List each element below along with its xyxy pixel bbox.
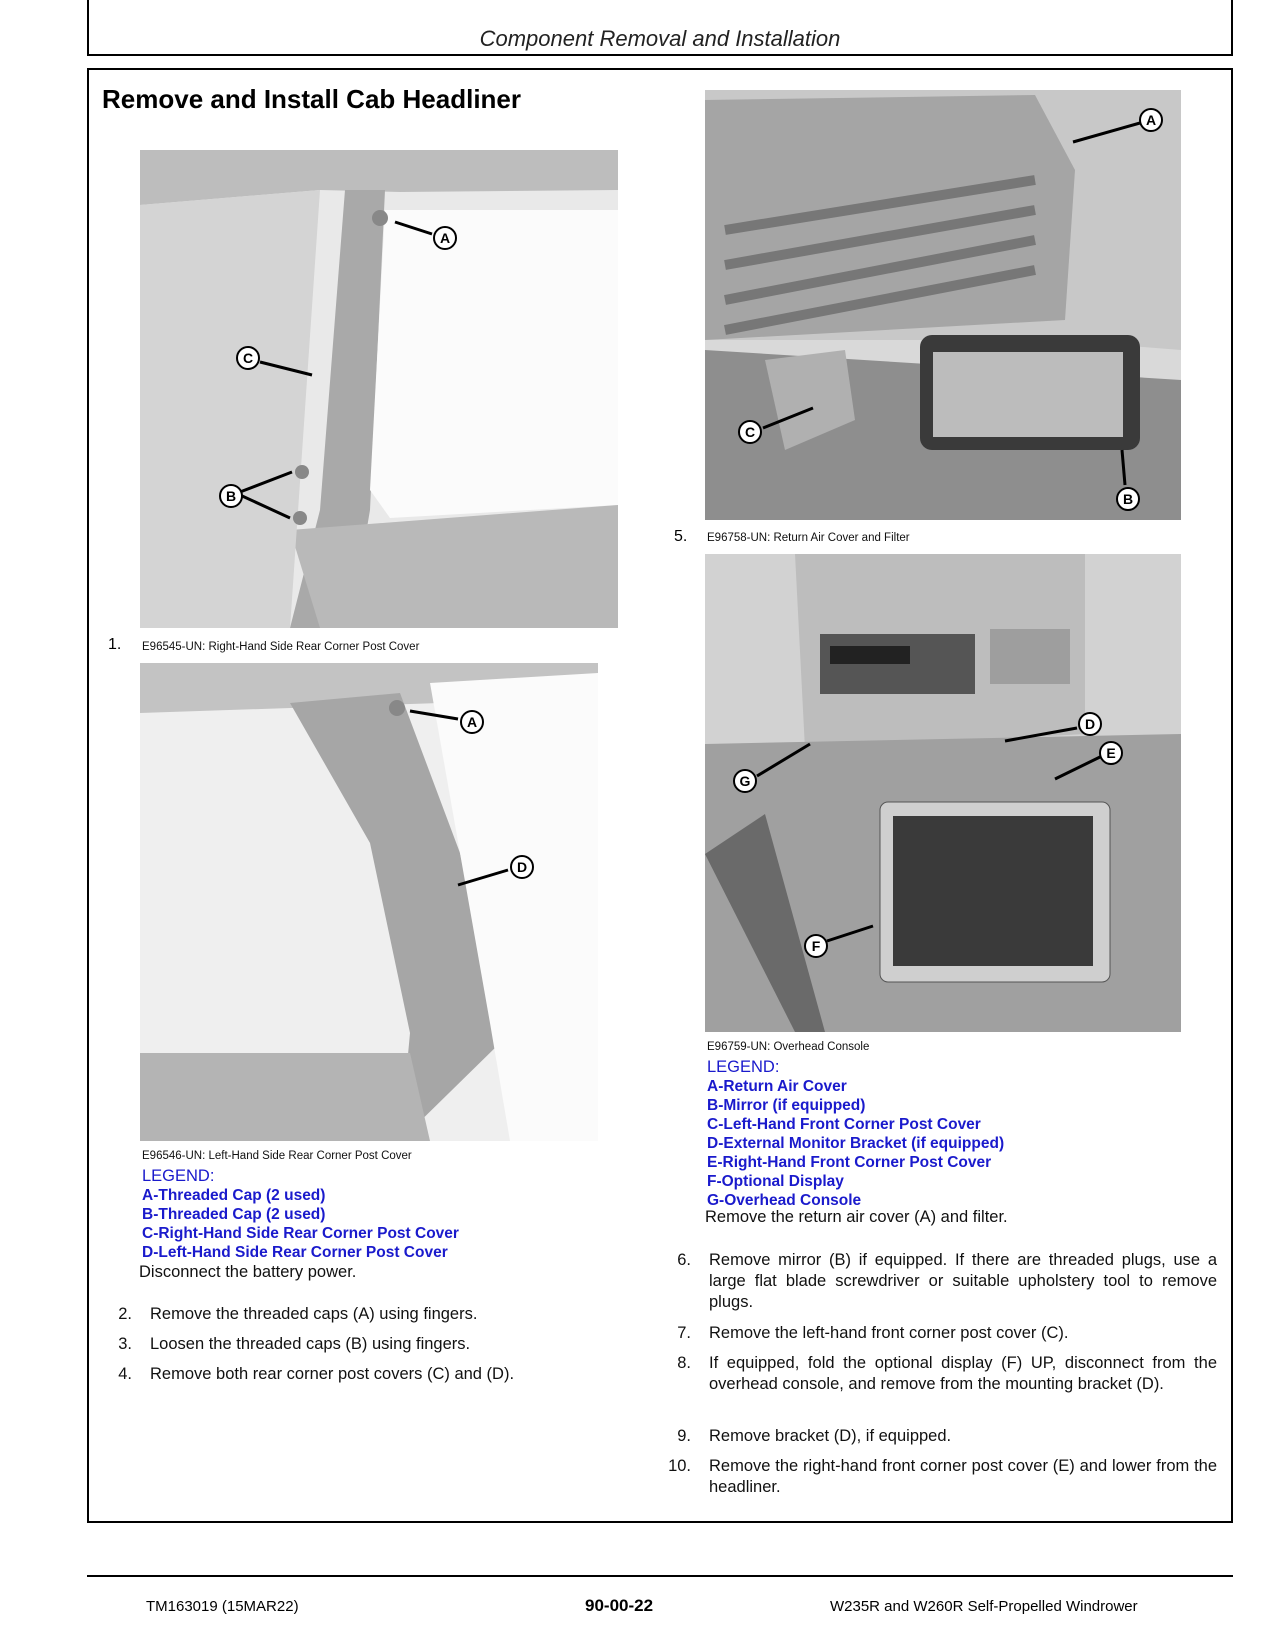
step-text: Remove the right-hand front corner post cover (E) and lower from the headliner. <box>709 1457 1217 1496</box>
footer-rule <box>87 1575 1233 1577</box>
step-number: 7. <box>677 1324 691 1342</box>
step-text: Remove mirror (B) if equipped. If there are threaded plugs, use a large flat blade screwdriver or suitable upholstery tool to remove plugs. <box>709 1251 1217 1311</box>
legend-item: F-Optional Display <box>707 1173 844 1190</box>
figure-caption: E96758-UN: Return Air Cover and Filter <box>707 532 910 544</box>
svg-text:B: B <box>225 488 237 504</box>
figure-number: 1. <box>108 636 122 653</box>
step-number: 4. <box>118 1365 132 1383</box>
svg-text:A: A <box>439 230 451 246</box>
figure-number: 5. <box>674 528 688 545</box>
legend-title: LEGEND: <box>707 1058 780 1076</box>
svg-text:D: D <box>516 859 528 875</box>
svg-text:D: D <box>1084 716 1096 732</box>
footer-page-number: 90-00-22 <box>585 1596 654 1615</box>
svg-text:C: C <box>744 424 756 440</box>
legend-title: LEGEND: <box>142 1167 215 1185</box>
section-title: Component Removal and Installation <box>479 26 841 51</box>
step-number: 6. <box>677 1251 691 1269</box>
step-text: Loosen the threaded caps (B) using fingers. <box>150 1335 471 1353</box>
step-text: Remove both rear corner post covers (C) and (D). <box>150 1365 515 1383</box>
step-number: 2. <box>118 1305 132 1323</box>
instruction-text: Remove the return air cover (A) and filter. <box>705 1208 1008 1226</box>
svg-text:F: F <box>811 938 821 954</box>
page-header-frame <box>87 0 1233 56</box>
step-number: 3. <box>118 1335 132 1353</box>
step-text: Remove the left-hand front corner post cover (C). <box>709 1324 1069 1342</box>
figure-left-hand-rear-post <box>140 663 598 1141</box>
figure-illustration <box>705 90 1181 520</box>
svg-text:B: B <box>1122 491 1134 507</box>
legend-item: B-Threaded Cap (2 used) <box>142 1206 326 1223</box>
legend-item: B-Mirror (if equipped) <box>707 1097 866 1114</box>
step-text: Remove the threaded caps (A) using fingers. <box>150 1305 478 1323</box>
figure-caption: E96759-UN: Overhead Console <box>707 1041 870 1053</box>
figure-illustration <box>705 554 1181 1032</box>
svg-text:G: G <box>739 773 751 789</box>
svg-text:C: C <box>242 350 254 366</box>
footer-doc-id: TM163019 (15MAR22) <box>146 1598 299 1615</box>
step-number: 10. <box>668 1457 691 1475</box>
legend-item: E-Right-Hand Front Corner Post Cover <box>707 1154 992 1171</box>
step-text: Remove bracket (D), if equipped. <box>709 1427 952 1445</box>
step-text: If equipped, fold the optional display (F) UP, disconnect from the overhead console, and remove from the mounting bracket (D). <box>709 1354 1217 1393</box>
figure-illustration <box>140 150 618 628</box>
figure-right-hand-rear-post <box>140 150 618 628</box>
page-title: Remove and Install Cab Headliner <box>102 84 522 114</box>
legend-item: A-Return Air Cover <box>707 1078 847 1095</box>
legend-item: D-Left-Hand Side Rear Corner Post Cover <box>142 1244 448 1261</box>
legend-item: C-Left-Hand Front Corner Post Cover <box>707 1116 981 1133</box>
legend-item: C-Right-Hand Side Rear Corner Post Cover <box>142 1225 459 1242</box>
figure-caption: E96546-UN: Left-Hand Side Rear Corner Post Cover <box>142 1150 412 1162</box>
step-number: 9. <box>677 1427 691 1445</box>
legend-item: D-External Monitor Bracket (if equipped) <box>707 1135 1005 1152</box>
legend-right <box>707 1058 1004 1210</box>
svg-text:E: E <box>1106 745 1116 761</box>
step-number: 8. <box>677 1354 691 1372</box>
figure-caption: E96545-UN: Right-Hand Side Rear Corner Post Cover <box>142 641 420 653</box>
legend-item: A-Threaded Cap (2 used) <box>142 1187 326 1204</box>
figure-return-air-cover <box>705 90 1181 520</box>
instruction-text: Disconnect the battery power. <box>139 1263 357 1281</box>
figure-overhead-console <box>705 554 1181 1032</box>
legend-item: G-Overhead Console <box>707 1192 862 1209</box>
legend-left <box>142 1167 459 1262</box>
svg-text:A: A <box>1145 112 1157 128</box>
figure-illustration <box>140 663 598 1141</box>
svg-text:A: A <box>466 714 478 730</box>
footer-model: W235R and W260R Self-Propelled Windrower <box>830 1598 1138 1615</box>
